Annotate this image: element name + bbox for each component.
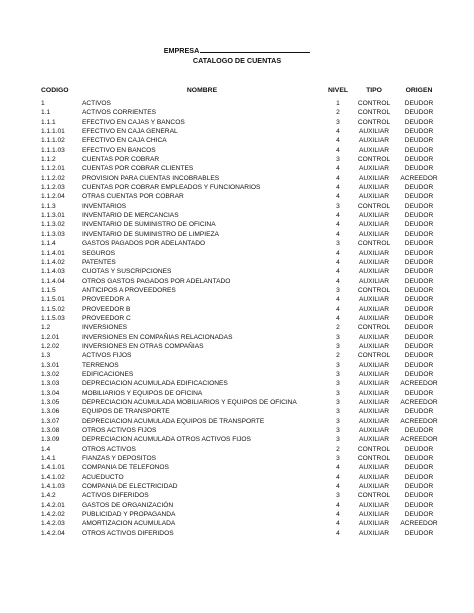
account-code: 1.1.2.02 <box>41 174 65 182</box>
table-row <box>0 426 474 435</box>
account-name: OTROS ACTIVOS DIFERIDOS <box>82 529 174 537</box>
account-level: 4 <box>336 511 340 519</box>
account-name: ACUEDUCTO <box>82 473 124 481</box>
account-code: 1.1.4.04 <box>41 277 65 285</box>
account-code: 1 <box>41 100 45 107</box>
account-type: AUXILIAR <box>358 128 390 136</box>
table-row <box>0 445 474 454</box>
table-row <box>0 323 474 332</box>
account-code: 1.1.4.03 <box>41 268 65 276</box>
company-header <box>0 45 474 55</box>
table-row <box>0 108 474 117</box>
account-code: 1.3.01 <box>41 361 60 369</box>
table-row <box>0 379 474 388</box>
account-type: CONTROL <box>357 286 391 294</box>
account-code: 1.1.4 <box>41 240 56 248</box>
account-origin: DEUDOR <box>404 427 434 435</box>
table-row <box>0 398 474 407</box>
account-name: EDIFICACIONES <box>82 370 134 378</box>
account-type: CONTROL <box>357 492 391 500</box>
account-type: AUXILIAR <box>358 268 390 276</box>
account-origin: DEUDOR <box>404 249 434 257</box>
account-type: AUXILIAR <box>358 174 390 182</box>
account-type: AUXILIAR <box>358 184 390 192</box>
account-name: INVENTARIO DE MERCANCIAS <box>82 212 179 220</box>
account-code: 1.3.04 <box>41 389 60 397</box>
account-type: AUXILIAR <box>358 249 390 257</box>
account-code: 1.1.3.02 <box>41 221 65 229</box>
account-code: 1.2.02 <box>41 342 60 350</box>
account-origin: DEUDOR <box>404 342 434 350</box>
account-type: AUXILIAR <box>358 427 390 435</box>
account-origin: DEUDOR <box>404 314 434 322</box>
account-name: DEPRECIACION ACUMULADA EDIFICACIONES <box>82 380 228 388</box>
account-origin: ACREEDOR <box>400 174 438 182</box>
account-code: 1.1.2 <box>41 156 56 164</box>
account-code: 1.1.1 <box>41 118 56 126</box>
account-code: 1.1.5.03 <box>41 314 65 322</box>
account-code: 1.1.5 <box>41 286 56 294</box>
account-code: 1.4.2 <box>41 492 56 500</box>
account-level: 2 <box>336 324 340 332</box>
table-row <box>0 529 474 538</box>
account-origin: ACREEDOR <box>400 436 438 444</box>
table-row <box>0 454 474 463</box>
account-level: 4 <box>336 184 340 192</box>
account-name: ANTICIPOS A PROVEEDORES <box>82 286 176 294</box>
account-name: INVERSIONES EN COMPAÑIAS RELACIONADAS <box>82 333 233 341</box>
account-code: 1.3.02 <box>41 370 60 378</box>
table-row <box>0 118 474 127</box>
account-type: CONTROL <box>357 202 391 210</box>
account-code: 1.1 <box>41 109 51 117</box>
account-origin: DEUDOR <box>404 445 434 453</box>
account-type: AUXILIAR <box>358 342 390 350</box>
account-code: 1.1.5.02 <box>41 305 65 313</box>
account-level: 4 <box>336 464 340 472</box>
account-origin: DEUDOR <box>404 230 434 238</box>
account-type: AUXILIAR <box>358 258 390 266</box>
account-level: 3 <box>336 156 340 164</box>
table-row <box>0 136 474 145</box>
account-code: 1.3.09 <box>41 436 60 444</box>
account-level: 4 <box>336 258 340 266</box>
account-name: PUBLICIDAD Y PROPAGANDA <box>82 511 176 519</box>
account-type: AUXILIAR <box>358 501 390 509</box>
account-name: DEPRECIACION ACUMULADA EQUIPOS DE TRANSPORTE <box>82 417 265 425</box>
account-code: 1.1.1.02 <box>41 137 65 145</box>
column-header-name: NOMBRE <box>186 87 218 94</box>
account-origin: DEUDOR <box>404 370 434 378</box>
account-level: 1 <box>336 100 340 107</box>
account-name: COMPANIA DE TELEFONOS <box>82 464 169 472</box>
account-code: 1.4.2.04 <box>41 529 65 537</box>
table-row <box>0 333 474 342</box>
account-type: AUXILIAR <box>358 511 390 519</box>
table-row <box>0 370 474 379</box>
account-origin: ACREEDOR <box>400 417 438 425</box>
account-type: AUXILIAR <box>358 389 390 397</box>
account-level: 4 <box>336 296 340 304</box>
table-row <box>0 519 474 528</box>
account-name: OTROS GASTOS PAGADOS POR ADELANTADO <box>82 277 231 285</box>
account-level: 3 <box>336 118 340 126</box>
account-code: 1.1.1.03 <box>41 146 65 154</box>
table-row <box>0 127 474 136</box>
account-type: CONTROL <box>357 324 391 332</box>
account-type: CONTROL <box>357 445 391 453</box>
column-header-type: TIPO <box>366 87 382 94</box>
account-level: 3 <box>336 202 340 210</box>
account-name: CUOTAS Y SUSCRIPCIONES <box>82 268 172 276</box>
account-code: 1.3.03 <box>41 380 60 388</box>
table-row <box>0 491 474 500</box>
table-row <box>0 277 474 286</box>
company-label: EMPRESA <box>163 46 200 55</box>
account-name: INVENTARIO DE SUMINISTRO DE LIMPIEZA <box>82 230 219 238</box>
account-origin: DEUDOR <box>404 464 434 472</box>
account-level: 4 <box>336 473 340 481</box>
table-row <box>0 361 474 370</box>
table-row <box>0 146 474 155</box>
account-type: CONTROL <box>357 118 391 126</box>
account-code: 1.2 <box>41 324 51 332</box>
account-level: 4 <box>336 249 340 257</box>
account-name: GASTOS DE ORGANIZACIÓN <box>82 501 174 509</box>
table-row <box>0 463 474 472</box>
account-origin: ACREEDOR <box>400 520 438 528</box>
account-origin: DEUDOR <box>404 296 434 304</box>
account-origin: DEUDOR <box>404 268 434 276</box>
table-header <box>0 86 474 96</box>
account-name: CUENTAS POR COBRAR EMPLEADOS Y FUNCIONARIOS <box>82 184 261 192</box>
account-type: AUXILIAR <box>358 193 390 201</box>
table-row <box>0 211 474 220</box>
account-type: AUXILIAR <box>358 333 390 341</box>
table-row <box>0 295 474 304</box>
account-type: AUXILIAR <box>358 165 390 173</box>
table-row <box>0 267 474 276</box>
account-level: 3 <box>336 333 340 341</box>
account-name: FIANZAS Y DEPOSITOS <box>82 455 157 463</box>
table-row <box>0 164 474 173</box>
account-code: 1.1.2.01 <box>41 165 65 173</box>
account-type: AUXILIAR <box>358 417 390 425</box>
column-header-code: CODIGO <box>41 87 69 94</box>
account-type: AUXILIAR <box>358 230 390 238</box>
account-level: 2 <box>336 445 340 453</box>
table-row <box>0 407 474 416</box>
account-origin: DEUDOR <box>404 240 434 248</box>
account-name: CUENTAS POR COBRAR <box>82 156 160 164</box>
account-name: PROVEEDOR C <box>82 314 131 322</box>
table-row <box>0 389 474 398</box>
account-level: 3 <box>336 342 340 350</box>
account-origin: DEUDOR <box>404 109 434 117</box>
account-type: AUXILIAR <box>358 277 390 285</box>
account-code: 1.4.2.03 <box>41 520 65 528</box>
account-level: 4 <box>336 520 340 528</box>
account-type: AUXILIAR <box>358 473 390 481</box>
account-name: MOBILIARIOS Y EQUIPOS DE OFICINA <box>82 389 203 397</box>
account-origin: DEUDOR <box>404 492 434 500</box>
account-type: CONTROL <box>357 352 391 360</box>
table-row <box>0 202 474 211</box>
company-name-blank-line <box>200 45 310 53</box>
account-level: 4 <box>336 529 340 537</box>
column-header-origin: ORIGEN <box>405 87 433 94</box>
table-row <box>0 482 474 491</box>
accounts-table <box>0 99 474 538</box>
account-level: 3 <box>336 361 340 369</box>
account-name: INVERSIONES EN OTRAS COMPAÑIAS <box>82 342 204 350</box>
account-name: EFECTIVO EN CAJA GENERAL <box>82 128 178 136</box>
table-row <box>0 249 474 258</box>
account-level: 4 <box>336 305 340 313</box>
account-type: AUXILIAR <box>358 212 390 220</box>
account-level: 4 <box>336 483 340 491</box>
table-row <box>0 286 474 295</box>
account-level: 2 <box>336 109 340 117</box>
account-code: 1.1.3.03 <box>41 230 65 238</box>
account-type: AUXILIAR <box>358 221 390 229</box>
account-level: 4 <box>336 146 340 154</box>
account-level: 4 <box>336 174 340 182</box>
table-row <box>0 192 474 201</box>
account-level: 4 <box>336 268 340 276</box>
account-origin: DEUDOR <box>404 165 434 173</box>
account-name: AMORTIZACION ACUMULADA <box>82 520 176 528</box>
account-code: 1.1.1.01 <box>41 128 65 136</box>
account-code: 1.1.3 <box>41 202 56 210</box>
account-origin: DEUDOR <box>404 529 434 537</box>
account-code: 1.1.2.04 <box>41 193 65 201</box>
account-type: AUXILIAR <box>358 380 390 388</box>
account-level: 4 <box>336 314 340 322</box>
account-type: CONTROL <box>357 240 391 248</box>
account-level: 3 <box>336 380 340 388</box>
account-level: 4 <box>336 221 340 229</box>
table-row <box>0 435 474 444</box>
account-code: 1.4.2.02 <box>41 511 65 519</box>
account-name: EQUIPOS DE TRANSPORTE <box>82 408 170 416</box>
account-level: 4 <box>336 165 340 173</box>
account-name: PROVISION PARA CUENTAS INCOBRABLES <box>82 174 220 182</box>
account-type: AUXILIAR <box>358 296 390 304</box>
account-origin: DEUDOR <box>404 184 434 192</box>
account-origin: DEUDOR <box>404 305 434 313</box>
table-row <box>0 183 474 192</box>
account-type: AUXILIAR <box>358 399 390 406</box>
account-type: AUXILIAR <box>358 314 390 322</box>
account-code: 1.1.2.03 <box>41 184 65 192</box>
account-type: AUXILIAR <box>358 408 390 416</box>
account-code: 1.4.2.01 <box>41 501 65 509</box>
table-row <box>0 258 474 267</box>
account-origin: ACREEDOR <box>400 399 438 406</box>
table-row <box>0 501 474 510</box>
account-type: AUXILIAR <box>358 529 390 537</box>
account-level: 3 <box>336 408 340 416</box>
account-origin: DEUDOR <box>404 324 434 332</box>
table-row <box>0 342 474 351</box>
account-name: TERRENOS <box>82 361 119 369</box>
table-row <box>0 99 474 108</box>
account-name: OTROS ACTIVOS FIJOS <box>82 427 157 435</box>
account-code: 1.4.1.03 <box>41 483 65 491</box>
account-origin: DEUDOR <box>404 361 434 369</box>
account-origin: DEUDOR <box>404 146 434 154</box>
account-name: INVERSIONES <box>82 324 128 332</box>
account-type: CONTROL <box>357 156 391 164</box>
account-type: AUXILIAR <box>358 483 390 491</box>
table-row <box>0 174 474 183</box>
account-code: 1.3.06 <box>41 408 60 416</box>
account-code: 1.3.07 <box>41 417 60 425</box>
account-type: AUXILIAR <box>358 520 390 528</box>
account-code: 1.4.1 <box>41 455 56 463</box>
account-name: DEPRECIACION ACUMULADA MOBILIARIOS Y EQUIPOS DE OFICINA <box>82 399 297 406</box>
account-code: 1.1.5.01 <box>41 296 65 304</box>
account-type: AUXILIAR <box>358 361 390 369</box>
account-name: OTRAS CUENTAS POR COBRAR <box>82 193 184 201</box>
account-code: 1.1.4.02 <box>41 258 65 266</box>
account-level: 3 <box>336 427 340 435</box>
account-level: 3 <box>336 370 340 378</box>
account-origin: DEUDOR <box>404 193 434 201</box>
table-row <box>0 305 474 314</box>
account-origin: DEUDOR <box>404 100 434 107</box>
account-type: CONTROL <box>357 100 391 107</box>
account-level: 4 <box>336 128 340 136</box>
account-name: SEGUROS <box>82 249 115 257</box>
account-origin: DEUDOR <box>404 501 434 509</box>
account-name: PROVEEDOR B <box>82 305 131 313</box>
account-name: COMPANIA DE ELECTRICIDAD <box>82 483 178 491</box>
table-row <box>0 351 474 360</box>
account-level: 3 <box>336 286 340 294</box>
account-origin: DEUDOR <box>404 473 434 481</box>
account-origin: DEUDOR <box>404 455 434 463</box>
account-level: 4 <box>336 212 340 220</box>
account-type: CONTROL <box>357 455 391 463</box>
account-name: EFECTIVO EN CAJAS Y BANCOS <box>82 118 185 126</box>
account-code: 1.4.1.02 <box>41 473 65 481</box>
account-level: 3 <box>336 492 340 500</box>
account-origin: DEUDOR <box>404 221 434 229</box>
account-code: 1.1.3.01 <box>41 212 65 220</box>
account-level: 3 <box>336 389 340 397</box>
account-name: ACTIVOS DIFERIDOS <box>82 492 149 500</box>
account-origin: DEUDOR <box>404 286 434 294</box>
table-row <box>0 473 474 482</box>
account-origin: DEUDOR <box>404 511 434 519</box>
account-origin: DEUDOR <box>404 128 434 136</box>
account-name: ACTIVOS FIJOS <box>82 352 132 360</box>
account-type: AUXILIAR <box>358 436 390 444</box>
account-level: 3 <box>336 240 340 248</box>
table-row <box>0 220 474 229</box>
account-type: AUXILIAR <box>358 137 390 145</box>
account-level: 3 <box>336 455 340 463</box>
account-name: PROVEEDOR A <box>82 296 131 304</box>
account-level: 3 <box>336 417 340 425</box>
table-row <box>0 230 474 239</box>
account-origin: DEUDOR <box>404 277 434 285</box>
account-type: CONTROL <box>357 109 391 117</box>
account-type: AUXILIAR <box>358 305 390 313</box>
account-code: 1.1.4.01 <box>41 249 65 257</box>
account-origin: DEUDOR <box>404 202 434 210</box>
account-origin: DEUDOR <box>404 352 434 360</box>
account-name: ACTIVOS CORRIENTES <box>82 109 157 117</box>
account-origin: DEUDOR <box>404 118 434 126</box>
account-level: 3 <box>336 399 340 406</box>
account-name: EFECTIVO EN CAJA CHICA <box>82 137 167 145</box>
account-level: 3 <box>336 436 340 444</box>
account-code: 1.4.1.01 <box>41 464 65 472</box>
account-level: 2 <box>336 352 340 360</box>
account-name: GASTOS PAGADOS POR ADELANTADO <box>82 240 206 248</box>
account-origin: DEUDOR <box>404 212 434 220</box>
account-name: EFECTIVO EN BANCOS <box>82 146 156 154</box>
account-name: CUENTAS POR COBRAR CLIENTES <box>82 165 194 173</box>
account-code: 1.4 <box>41 445 51 453</box>
table-row <box>0 417 474 426</box>
table-row <box>0 239 474 248</box>
account-origin: DEUDOR <box>404 389 434 397</box>
account-code: 1.2.01 <box>41 333 60 341</box>
document-title: CATALOGO DE CUENTAS <box>192 56 282 65</box>
account-origin: DEUDOR <box>404 483 434 491</box>
account-level: 4 <box>336 277 340 285</box>
account-code: 1.3.05 <box>41 399 60 406</box>
account-type: AUXILIAR <box>358 146 390 154</box>
account-level: 4 <box>336 230 340 238</box>
account-origin: DEUDOR <box>404 137 434 145</box>
table-row <box>0 314 474 323</box>
account-origin: ACREEDOR <box>400 380 438 388</box>
table-row <box>0 510 474 519</box>
account-code: 1.3.08 <box>41 427 60 435</box>
account-origin: DEUDOR <box>404 258 434 266</box>
account-name: INVENTARIOS <box>82 202 127 210</box>
account-level: 4 <box>336 501 340 509</box>
account-name: ACTIVOS <box>82 100 111 107</box>
account-level: 4 <box>336 193 340 201</box>
account-origin: DEUDOR <box>404 333 434 341</box>
account-origin: DEUDOR <box>404 156 434 164</box>
account-name: INVENTARIO DE SUMINISTRO DE OFICINA <box>82 221 216 229</box>
account-name: OTROS ACTIVOS <box>82 445 136 453</box>
account-type: AUXILIAR <box>358 464 390 472</box>
column-header-level: NIVEL <box>327 87 348 94</box>
account-name: DEPRECIACION ACUMULADA OTROS ACTIVOS FIJOS <box>82 436 251 444</box>
account-origin: DEUDOR <box>404 408 434 416</box>
account-code: 1.3 <box>41 352 51 360</box>
table-row <box>0 155 474 164</box>
account-name: PATENTES <box>82 258 116 266</box>
account-type: AUXILIAR <box>358 370 390 378</box>
account-level: 4 <box>336 137 340 145</box>
